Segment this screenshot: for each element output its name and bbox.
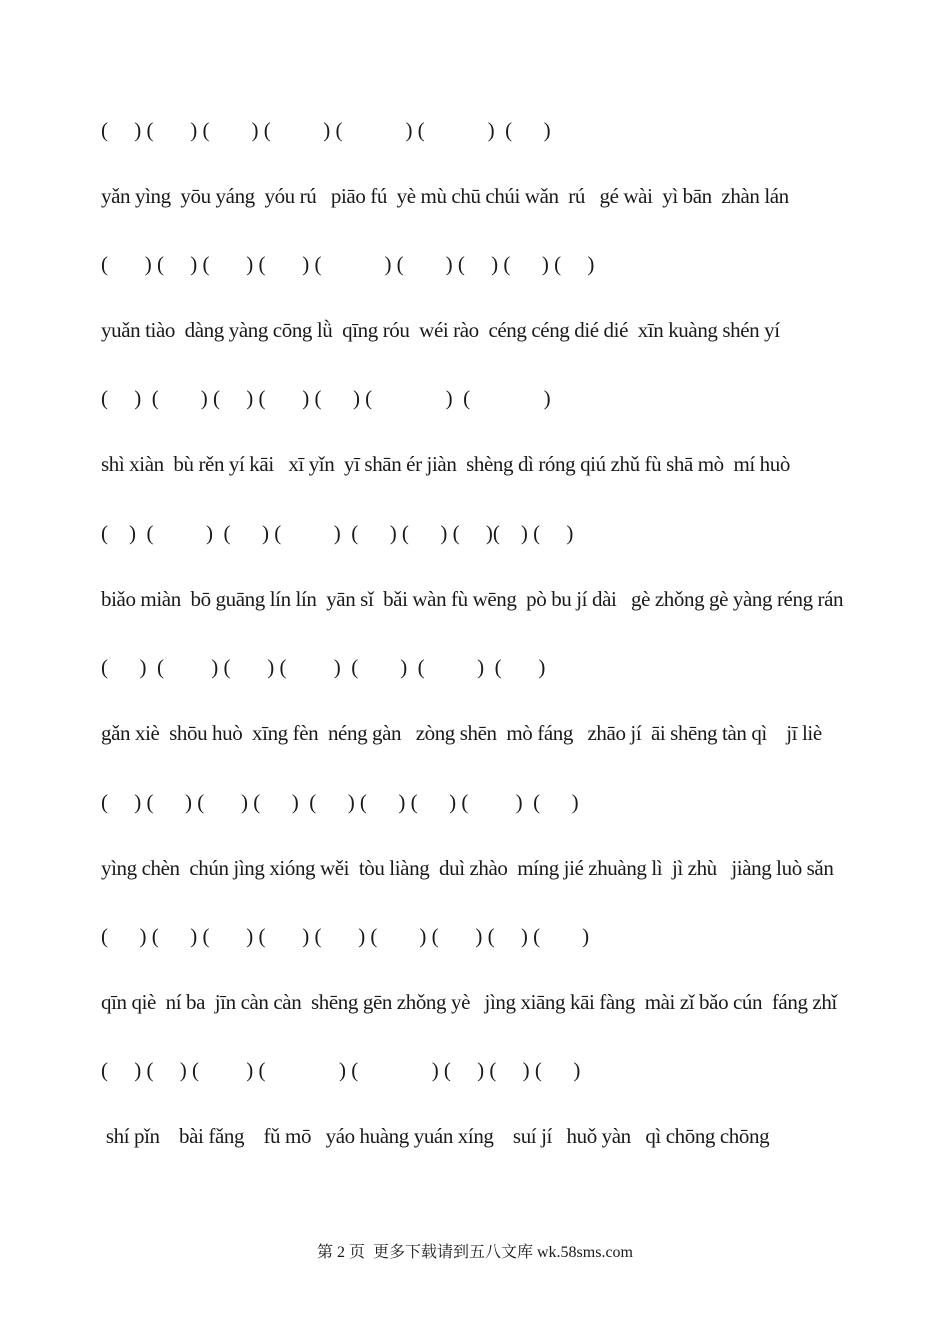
bracket-row-8: ( ) ( ) ( ) ( ) ( ) ( ) ( ) ( ) xyxy=(101,1058,581,1082)
pinyin-row-1: yǎn yìng yōu yáng yóu rú piāo fú yè mù chū chúi wǎn rú gé wài yì bān zhàn lán xyxy=(101,184,789,208)
bracket-row-3: ( ) ( ) ( ) ( ) ( ) ( ) ( ) xyxy=(101,386,551,410)
pinyin-row-4: biǎo miàn bō guāng lín lín yān sǐ bǎi wàn fù wēng pò bu jí dài gè zhǒng gè yàng réng rán xyxy=(101,587,844,611)
bracket-row-5: ( ) ( ) ( ) ( ) ( ) ( ) ( ) xyxy=(101,655,546,679)
pinyin-row-3: shì xiàn bù rěn yí kāi xī yǐn yī shān ér jiàn shèng dì róng qiú zhǔ fù shā mò mí huò xyxy=(101,452,790,476)
pinyin-row-5: gǎn xiè shōu huò xīng fèn néng gàn zòng shēn mò fáng zhāo jí āi shēng tàn qì jī liè xyxy=(101,721,822,745)
bracket-row-4: ( ) ( ) ( ) ( ) ( ) ( ) ( )( ) ( ) xyxy=(101,521,574,545)
page-footer: 第 2 页 更多下载请到五八文库 wk.58sms.com xyxy=(316,1244,633,1261)
pinyin-row-6: yìng chèn chún jìng xióng wěi tòu liàng duì zhào míng jié zhuàng lì jì zhù jiàng luò sǎn xyxy=(101,856,834,880)
bracket-row-1: ( ) ( ) ( ) ( ) ( ) ( ) ( ) xyxy=(101,118,551,142)
bracket-row-7: ( ) ( ) ( ) ( ) ( ) ( ) ( ) ( ) ( ) xyxy=(101,924,590,948)
pinyin-row-7: qīn qiè ní ba jīn càn càn shēng gēn zhǒng yè jìng xiāng kāi fàng mài zǐ bǎo cún fáng zhǐ xyxy=(101,990,837,1014)
pinyin-row-2: yuǎn tiào dàng yàng cōng lǜ qīng róu wéi rào céng céng dié dié xīn kuàng shén yí xyxy=(101,318,780,342)
bracket-row-2: ( ) ( ) ( ) ( ) ( ) ( ) ( ) ( ) ( ) xyxy=(101,252,595,276)
bracket-row-6: ( ) ( ) ( ) ( ) ( ) ( ) ( ) ( ) ( ) xyxy=(101,790,579,814)
pinyin-row-8: shí pǐn bài fǎng fǔ mō yáo huàng yuán xíng suí jí huǒ yàn qì chōng chōng xyxy=(101,1124,770,1148)
